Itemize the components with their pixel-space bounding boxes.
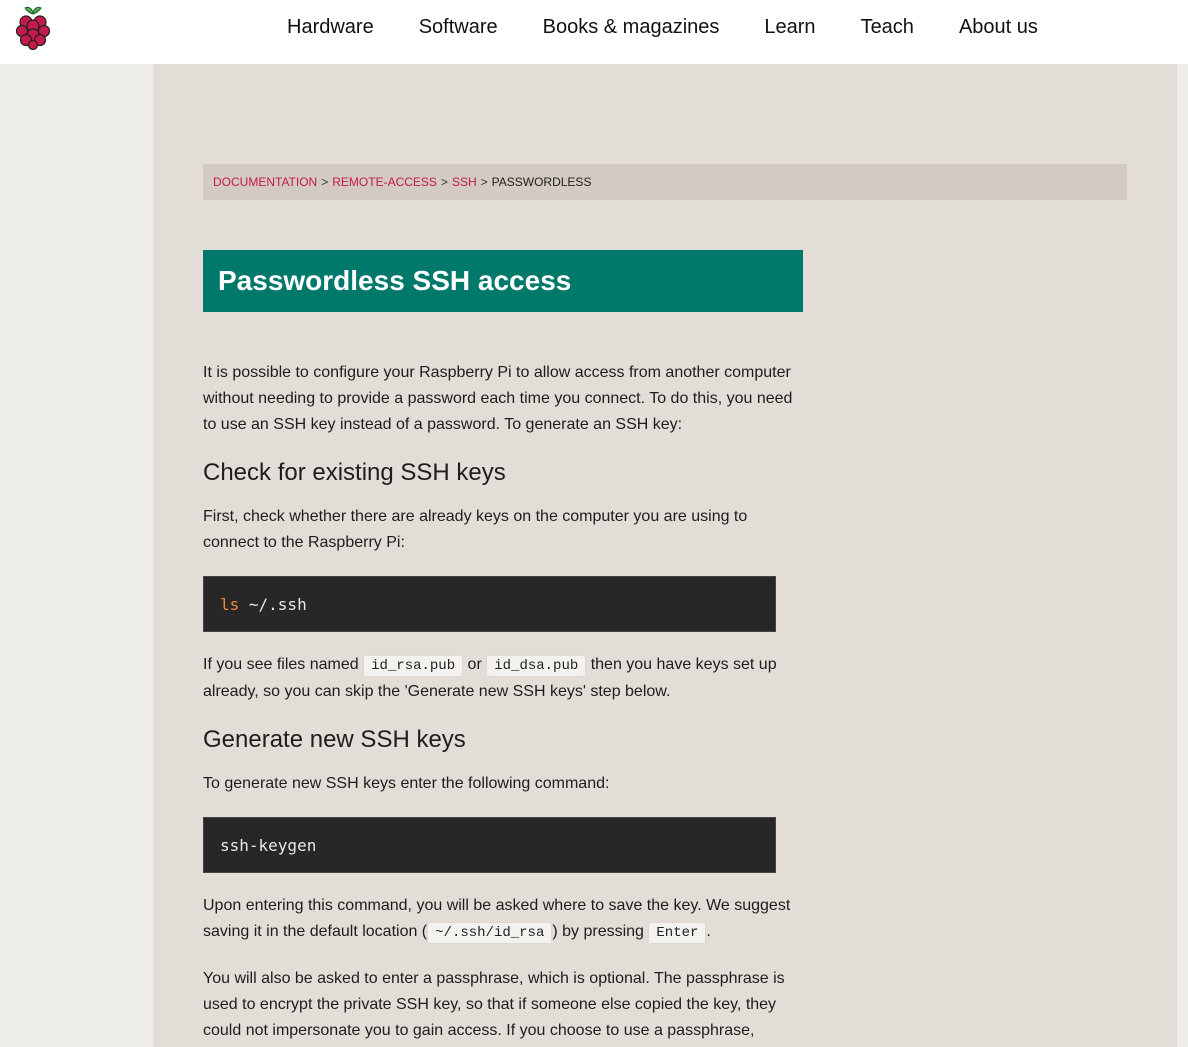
inline-code-id-dsa-pub: id_dsa.pub [486, 655, 586, 677]
nav-teach[interactable]: Teach [860, 15, 914, 38]
breadcrumb-separator: > [440, 175, 448, 189]
breadcrumb-separator: > [480, 175, 488, 189]
breadcrumb-current: PASSWORDLESS [491, 175, 592, 189]
nav-learn[interactable]: Learn [764, 15, 816, 38]
breadcrumb-documentation[interactable]: DOCUMENTATION [213, 175, 318, 189]
main-nav [287, 0, 1038, 54]
text-span: then you have keys set up already, so you can skip the 'Generate new SSH keys' step below. [203, 656, 777, 700]
page-title: Passwordless SSH access [218, 265, 572, 296]
top-navigation-bar [0, 0, 1188, 64]
inline-code-key-path: ~/.ssh/id_rsa [427, 922, 552, 944]
inline-code-id-rsa-pub: id_rsa.pub [363, 655, 463, 677]
breadcrumb-remote-access[interactable]: REMOTE-ACCESS [332, 175, 437, 189]
section-heading-generate-keys: Generate new SSH keys [203, 726, 466, 753]
documentation-panel [153, 64, 1177, 1047]
intro-paragraph: It is possible to configure your Raspberry Pi to allow access from another computer without needing to provide a password each time you connect. To do this, you need to use an SSH key instead of a password. To generate an SSH key: [203, 364, 793, 433]
code-argument: ~/.ssh [239, 595, 307, 614]
text-span: . [706, 923, 711, 940]
raspberry-pi-logo-icon[interactable] [13, 4, 53, 50]
nav-about-us[interactable]: About us [958, 15, 1038, 38]
section-heading-check-keys: Check for existing SSH keys [203, 459, 506, 486]
text-span: or [463, 656, 487, 673]
save-location-paragraph [203, 893, 793, 946]
nav-software[interactable]: Software [418, 15, 498, 38]
breadcrumb-separator: > [321, 175, 329, 189]
breadcrumb-ssh[interactable]: SSH [451, 175, 477, 189]
existing-keys-paragraph [203, 652, 793, 705]
code-block-ssh-keygen[interactable]: ssh-keygen [203, 817, 776, 873]
check-keys-paragraph: First, check whether there are already keys on the computer you are using to connect to the Raspberry Pi: [203, 508, 748, 551]
text-span: Upon entering this command, you will be asked where to save the key. We suggest saving it in the default location ( [203, 897, 791, 940]
code-block-ls[interactable] [203, 576, 776, 632]
inline-code-enter-key: Enter [648, 922, 706, 944]
nav-hardware[interactable]: Hardware [287, 15, 374, 38]
text-span: ) by pressing [552, 923, 649, 940]
text-span: If you see files named [203, 656, 364, 673]
passphrase-paragraph: You will also be asked to enter a passphrase, which is optional. The passphrase is used to encrypt the private SSH key, so that if someone else copied the key, they could not impersonate you to gain access. If you choose to use a passphrase, [203, 970, 785, 1039]
page-title-banner [203, 250, 803, 312]
article-body [203, 360, 793, 1044]
nav-books-magazines[interactable]: Books & magazines [542, 15, 720, 38]
breadcrumb [203, 164, 1127, 200]
generate-keys-paragraph: To generate new SSH keys enter the following command: [203, 775, 610, 792]
code-command: ls [220, 595, 240, 614]
